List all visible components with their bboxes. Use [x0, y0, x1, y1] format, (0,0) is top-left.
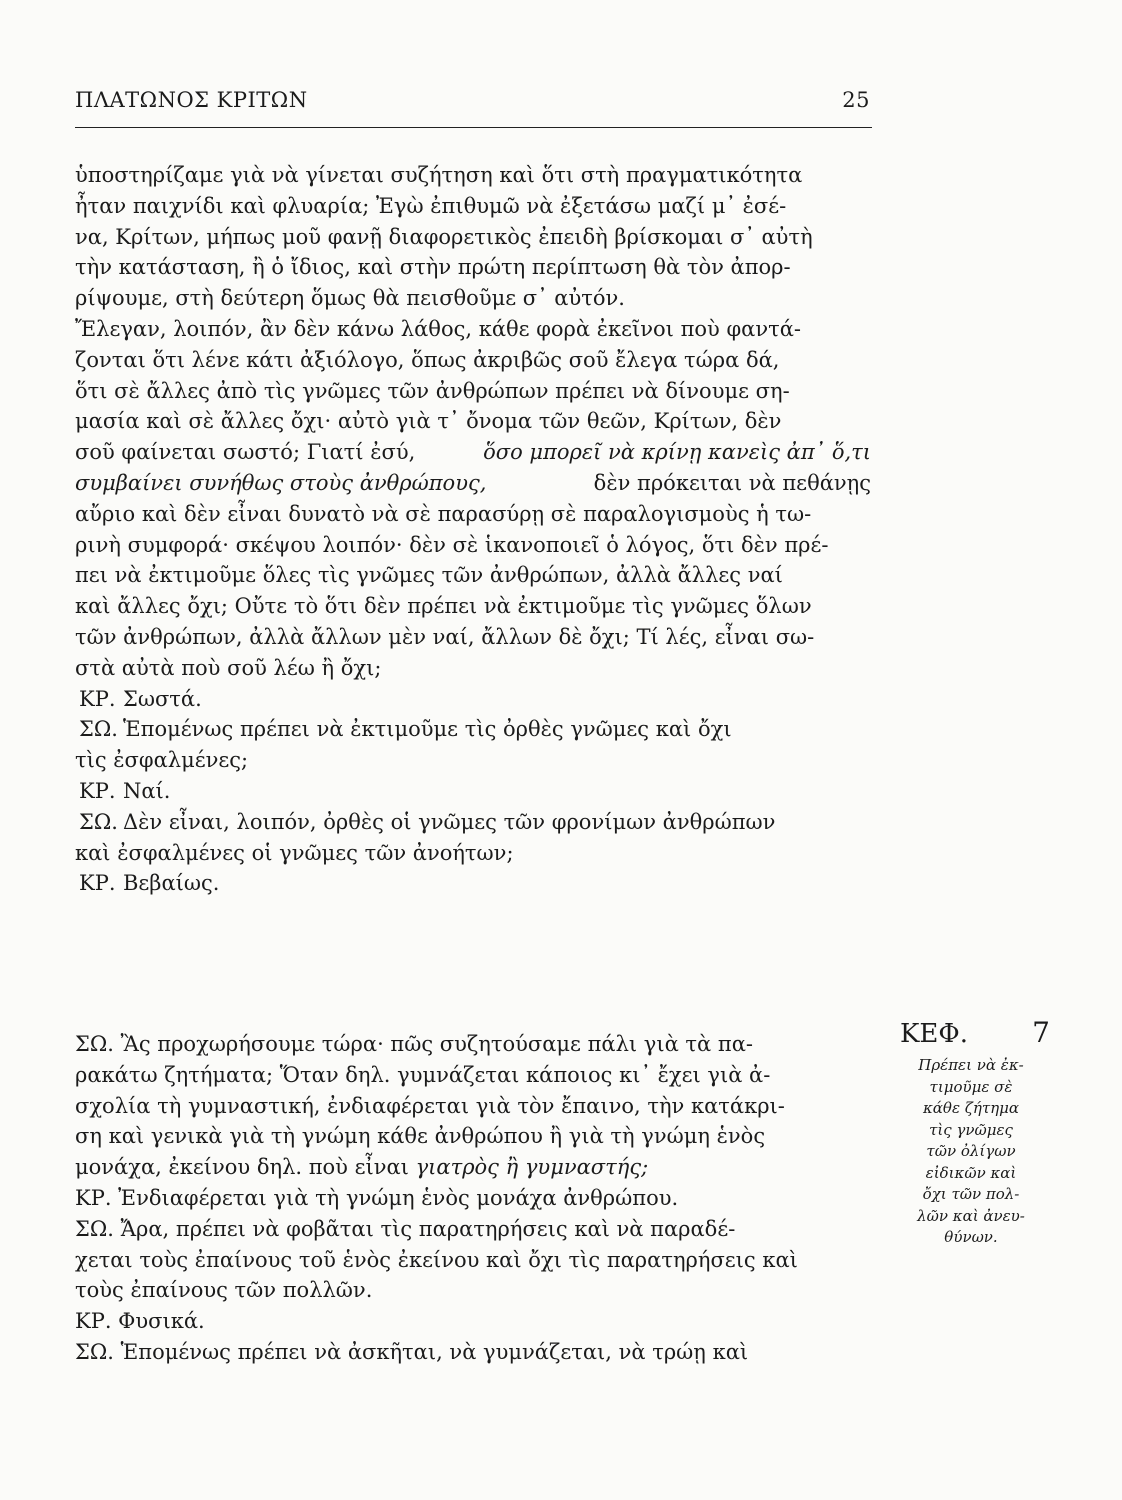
speaker-label: ΚΡ. [79, 778, 116, 803]
text-line: σχολία τὴ γυμναστική, ἐνδιαφέρεται γιὰ τὸν ἔπαινο, τὴν κατάκρι- [75, 1093, 785, 1118]
text-line: στὰ αὐτὰ ποὺ σοῦ λέω ἢ ὄχι; [75, 655, 382, 680]
text-block-chapter-6 [75, 160, 871, 899]
text-line: μασία καὶ σὲ ἄλλες ὄχι· αὐτὸ γιὰ τ᾽ ὄνομα τῶν θεῶν, Κρίτων, δὲν [75, 409, 782, 434]
text-line: ΚΡ. Φυσικά. [75, 1309, 205, 1334]
margin-note: Πρέπει νὰ ἐκ- τιμοῦμε σὲ κάθε ζήτημα τὶς γνῶμες τῶν ὀλίγων εἰδικῶν καὶ ὄχι τῶν πολ- λῶν καὶ ἀνευ- θύνων. [917, 1056, 1025, 1246]
text-line: ὅτι σὲ ἄλλες ἀπὸ τὶς γνῶμες τῶν ἀνθρώπων πρέπει νὰ δίνουμε ση- [75, 378, 790, 403]
text-line: ρίψουμε, στὴ δεύτερη ὅμως θὰ πεισθοῦμε σ᾽ αὐτόν. [75, 286, 625, 311]
text-block-chapter-7 [75, 1029, 871, 1368]
text-line: ΣΩ. Ἂς προχωρήσουμε τώρα· πῶς συζητούσαμε πάλι γιὰ τὰ πα- [75, 1032, 753, 1056]
text-line: να, Κρίτων, μήπως μοῦ φανῇ διαφορετικὸς ἐπειδὴ βρίσκομαι σ᾽ αὐτὴ [75, 224, 813, 249]
text-line: συμβαίνει συνήθως στοὺς ἀνθρώπους, δὲν πρόκειται νὰ πεθάνῃς [75, 468, 871, 499]
text-line: σοῦ φαίνεται σωστό; Γιατί ἐσύ, ὅσο μπορεῖ νὰ κρίνῃ κανεὶς ἀπ᾽ ὅ,τι [75, 437, 871, 468]
text-line: Ἔλεγαν, λοιπόν, ἂν δὲν κάνω λάθος, κάθε φορὰ ἐκεῖνοι ποὺ φαντά- [75, 316, 802, 341]
italic-phrase: συμβαίνει συνήθως στοὺς ἀνθρώπους, [75, 470, 487, 495]
speaker-label: ΣΩ. [79, 809, 118, 834]
chapter-label: ΚΕΦ. [900, 1019, 968, 1049]
italic-phrase: ὅσο μπορεῖ νὰ κρίνῃ κανεὶς ἀπ᾽ ὅ,τι [483, 440, 871, 465]
text-line: ρακάτω ζητήματα; Ὅταν δηλ. γυμνάζεται κάποιος κι᾽ ἔχει γιὰ ἀ- [75, 1062, 771, 1087]
text-line: ΚΡ. Ἐνδιαφέρεται γιὰ τὴ γνώμη ἑνὸς μονάχα ἀνθρώπου. [75, 1185, 679, 1210]
chapter-marker [900, 1016, 1050, 1049]
text-line: ἦταν παιχνίδι καὶ φλυαρία; Ἐγὼ ἐπιθυμῶ νὰ ἐξετάσω μαζί μ᾽ ἐσέ- [75, 193, 787, 218]
italic-phrase: γιατρὸς ἢ γυμναστής; [415, 1155, 649, 1180]
text-line: ΣΩ. Ἄρα, πρέπει νὰ φοβᾶται τὶς παρατηρήσεις καὶ νὰ παραδέ- [75, 1216, 736, 1241]
speaker-label: ΣΩ. [79, 717, 118, 742]
header-rule [75, 127, 872, 128]
chapter-number: 7 [1032, 1016, 1050, 1049]
speaker-label: ΚΡ. [79, 686, 116, 711]
text-line: ΣΩ. Ἑπομένως πρέπει νὰ ἀσκῆται, νὰ γυμνάζεται, νὰ τρώῃ καὶ [75, 1339, 749, 1364]
text-line: μονάχα, ἐκείνου δηλ. ποὺ εἶναι γιατρὸς ἢ γυμναστής; [75, 1152, 871, 1183]
text-line: χεται τοὺς ἐπαίνους τοῦ ἑνὸς ἐκείνου καὶ ὄχι τὶς παρατηρήσεις καὶ [75, 1247, 798, 1272]
text-line: ὑποστηρίζαμε γιὰ νὰ γίνεται συζήτηση καὶ ὅτι στὴ πραγματικότητα [75, 163, 803, 187]
text-line: τοὺς ἐπαίνους τῶν πολλῶν. [75, 1278, 373, 1303]
dialogue-line: ΣΩ. Ἑπομένως πρέπει νὰ ἐκτιμοῦμε τὶς ὀρθὲς γνῶμες καὶ ὄχι [75, 714, 871, 745]
dialogue-line: ΚΡ. Σωστά. [75, 684, 871, 715]
dialogue-line: ΚΡ. Ναί. [75, 776, 871, 807]
dialogue-line: ΚΡ. Βεβαίως. [75, 868, 871, 899]
text-line: τὴν κατάσταση, ἢ ὁ ἴδιος, καὶ στὴν πρώτη περίπτωση θὰ τὸν ἀπορ- [75, 255, 791, 280]
text-line: πει νὰ ἐκτιμοῦμε ὅλες τὶς γνῶμες τῶν ἀνθρώπων, ἀλλὰ ἄλλες ναί [75, 563, 783, 588]
text-line: ζονται ὅτι λένε κάτι ἀξιόλογο, ὅπως ἀκριβῶς σοῦ ἔλεγα τώρα δά, [75, 347, 780, 372]
text-line: καὶ ἄλλες ὄχι; Οὔτε τὸ ὅτι δὲν πρέπει νὰ ἐκτιμοῦμε τὶς γνῶμες ὅλων [75, 594, 812, 619]
speaker-label: ΚΡ. [79, 871, 116, 896]
text-line: τῶν ἀνθρώπων, ἀλλὰ ἄλλων μὲν ναί, ἄλλων δὲ ὄχι; Τί λές, εἶναι σω- [75, 624, 815, 649]
running-title: ΠΛΑΤΩΝΟΣ ΚΡΙΤΩΝ [75, 88, 308, 112]
text-line: ρινὴ συμφορά· σκέψου λοιπόν· δὲν σὲ ἱκανοποιεῖ ὁ λόγος, ὅτι δὲν πρέ- [75, 532, 829, 557]
dialogue-continuation: καὶ ἐσφαλμένες οἱ γνῶμες τῶν ἀνοήτων; [75, 840, 514, 865]
text-line: ση καὶ γενικὰ γιὰ τὴ γνώμη κάθε ἀνθρώπου ἢ γιὰ τὴ γνώμη ἑνὸς [75, 1124, 766, 1149]
dialogue-continuation: τὶς ἐσφαλμένες; [75, 748, 249, 773]
dialogue-line: ΣΩ. Δὲν εἶναι, λοιπόν, ὀρθὲς οἱ γνῶμες τῶν φρονίμων ἀνθρώπων [75, 807, 871, 838]
text-line: αὔριο καὶ δὲν εἶναι δυνατὸ νὰ σὲ παρασύρῃ σὲ παραλογισμοὺς ἡ τω- [75, 501, 812, 526]
page-number: 25 [842, 88, 870, 112]
running-head [75, 88, 870, 112]
